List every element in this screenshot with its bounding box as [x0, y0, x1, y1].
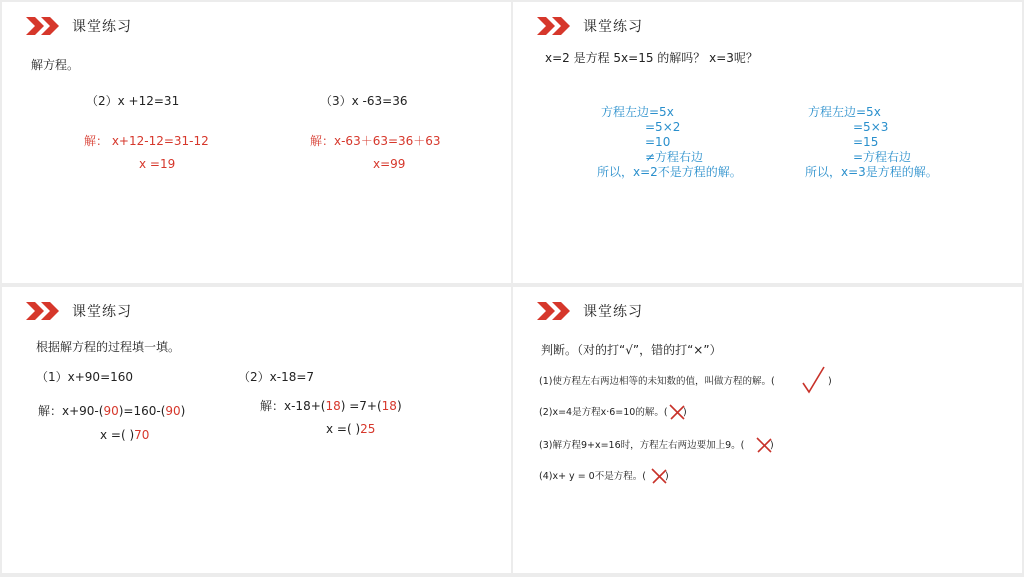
double-chevron-icon — [537, 302, 571, 320]
slide-header — [26, 14, 132, 38]
fill-answer: 18 — [325, 399, 341, 413]
slide-title: 课堂练习 — [583, 304, 643, 320]
check-left-line-3: =10 — [645, 135, 671, 149]
double-chevron-icon — [537, 17, 571, 35]
fill-answer: 90 — [165, 404, 181, 418]
check-right-line-3: =15 — [853, 135, 879, 149]
fill-answer: 25 — [360, 422, 376, 436]
slide-header — [537, 299, 643, 323]
fill-answer: 90 — [103, 404, 119, 418]
equation: x-18=7 — [269, 370, 315, 384]
check-left-line-1: 方程左边=5x — [601, 105, 674, 119]
slide-panel-3 — [2, 287, 511, 573]
equation: x+90=160 — [67, 370, 134, 384]
solution-line-2: x =19 — [139, 157, 176, 171]
equation: x -63=36 — [351, 94, 408, 108]
problem-2: （2）x +12=31 — [86, 94, 180, 108]
slide-header — [26, 299, 132, 323]
check-left-line-2: =5×2 — [645, 120, 681, 134]
fill-step-2: x =( )70 — [100, 428, 150, 442]
question: x=2 是方程 5x=15 的解吗？ x=3呢？ — [545, 51, 758, 65]
judge-item-2: (2)x=4是方程x·6=10的解。( — [539, 407, 668, 418]
paren-close: ) — [665, 471, 669, 482]
judge-item-4: (4)x+ y = 0不是方程。( — [539, 471, 646, 482]
double-chevron-icon — [26, 17, 60, 35]
slide-title: 课堂练习 — [583, 19, 643, 35]
equation: x +12=31 — [117, 94, 180, 108]
paren-close: ) — [828, 376, 832, 387]
check-left-conclusion: 所以，x=2不是方程的解。 — [597, 165, 742, 179]
fill-step-1: 解：x-18+(18) =7+(18) — [260, 399, 402, 413]
double-chevron-icon — [26, 302, 60, 320]
check-right-conclusion: 所以，x=3是方程的解。 — [805, 165, 938, 179]
slide-title: 课堂练习 — [72, 304, 132, 320]
judge-item-1: (1)使方程左右两边相等的未知数的值，叫做方程的解。( — [539, 376, 775, 387]
slide-title: 课堂练习 — [72, 19, 132, 35]
check-right-line-4: =方程右边 — [853, 150, 912, 164]
checkmark-icon — [801, 365, 827, 395]
solution-line-1: 解： x+12-12=31-12 — [84, 134, 209, 148]
fill-step-1: 解：x+90-(90)=160-(90) — [38, 404, 186, 418]
exercise-intro: 解方程。 — [31, 58, 80, 72]
fill-answer: 18 — [381, 399, 397, 413]
slide-panel-4 — [513, 287, 1022, 573]
check-left-line-4: ≠方程右边 — [645, 150, 704, 164]
check-right-line-1: 方程左边=5x — [808, 105, 881, 119]
fill-step-2: x =( )25 — [326, 422, 376, 436]
slide-header — [537, 14, 643, 38]
exercise-intro: 判断。（对的打“√”，错的打“×”） — [541, 343, 722, 357]
solution-line-1: 解：x-63＋63=36＋63 — [310, 134, 441, 148]
paren-close: ) — [683, 407, 687, 418]
judge-item-3: (3)解方程9+x=16时，方程左右两边要加上9。( — [539, 440, 745, 451]
problem-3: （3）x -63=36 — [320, 94, 408, 108]
slide-panel-2 — [513, 2, 1022, 283]
exercise-intro: 根据解方程的过程填一填。 — [36, 340, 181, 354]
problem-2: （2）x-18=7 — [238, 370, 315, 384]
fill-answer: 70 — [134, 428, 150, 442]
slide-panel-1 — [2, 2, 511, 283]
solution-line-2: x=99 — [373, 157, 406, 171]
paren-close: ) — [770, 440, 774, 451]
check-right-line-2: =5×3 — [853, 120, 889, 134]
problem-1: （1）x+90=160 — [36, 370, 134, 384]
